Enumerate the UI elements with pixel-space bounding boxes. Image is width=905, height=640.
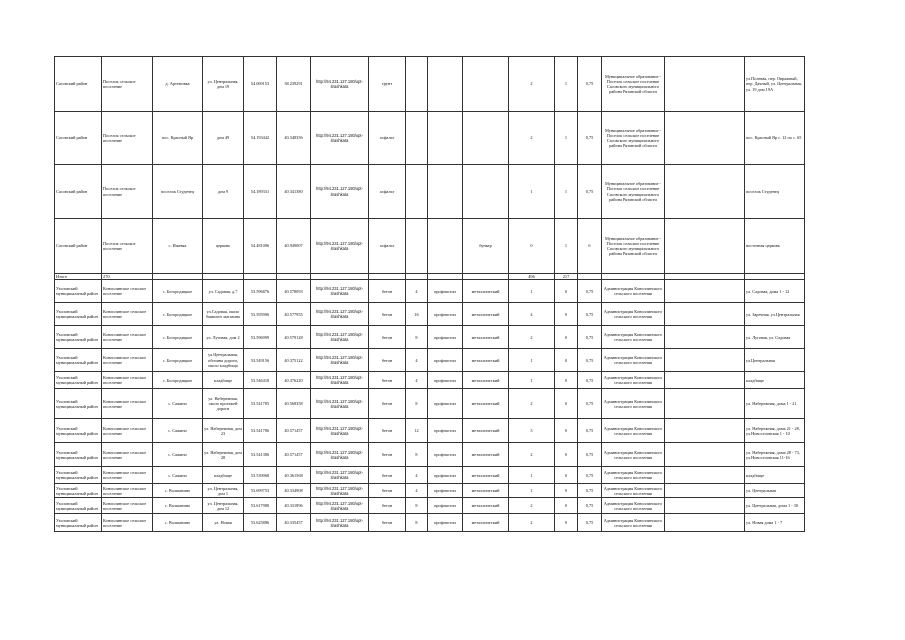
table-cell: 0,75: [578, 498, 602, 514]
table-cell: 54.069153: [244, 57, 277, 112]
table-cell: кладбище: [745, 467, 805, 484]
table-cell: [665, 326, 745, 349]
table-cell: 53.541386: [244, 443, 277, 467]
table-cell: http://94.231.127.180/opt-itrashkata: [311, 484, 369, 498]
table-cell: 0: [555, 484, 578, 498]
table-cell: 3: [509, 419, 555, 443]
table-cell: [665, 443, 745, 467]
table-cell: Ухоловский муниципальный район: [55, 280, 102, 303]
table-cell: Администрация Коноплинского сельского поселения: [602, 484, 665, 498]
table-cell: 53.541785: [244, 389, 277, 419]
table-cell: http://94.231.127.180/opt-itrashkata: [311, 303, 369, 326]
table-cell: д. Артемовка: [153, 57, 203, 112]
table-cell: поселок Студенец: [745, 165, 805, 219]
table-cell: с. Сажино: [153, 443, 203, 467]
table-cell: 54.189331: [244, 165, 277, 219]
table-cell: 0: [555, 389, 578, 419]
table-cell: 0,75: [578, 419, 602, 443]
table-cell: Ухоловский муниципальный район: [55, 484, 102, 498]
table-cell: бетон: [369, 514, 406, 532]
table-cell: Администрация Коноплинского сельского поселения: [602, 443, 665, 467]
table-cell: 0: [555, 280, 578, 303]
table-cell: ул. Новая дома 1 - 7: [745, 514, 805, 532]
table-cell: 8: [406, 389, 428, 419]
table-cell: Администрация Коноплинского сельского поселения: [602, 514, 665, 532]
table-cell: 40.376220: [277, 372, 311, 389]
table-cell: [428, 112, 463, 165]
table-row: [55, 326, 805, 349]
table-row: [55, 349, 805, 372]
table-row: [55, 303, 805, 326]
table-row: [55, 389, 805, 419]
table-cell: Коноплинское сельское поселение: [102, 484, 153, 498]
table-cell: с. Богородицкое: [153, 372, 203, 389]
table-cell: ул.Полевая, пер. Овражный, пер. Дачный, ул. Центральная, ул. 19 дом 19А: [745, 57, 805, 112]
table-cell: 40.571457: [277, 419, 311, 443]
table-cell: ул. Набережная, дом 28: [203, 443, 244, 467]
table-cell: 0: [555, 419, 578, 443]
table-cell: ул. Центральная, дом 1: [203, 484, 244, 498]
table-cell: асфальт: [369, 219, 406, 274]
table-cell: профнастил: [428, 443, 463, 467]
table-cell: бетон: [369, 280, 406, 303]
table-cell: Администрация Коноплинского сельского поселения: [602, 498, 665, 514]
table-cell: [665, 303, 745, 326]
table-cell: Ухоловский муниципальный район: [55, 303, 102, 326]
table-cell: Ухоловский муниципальный район: [55, 443, 102, 467]
table-cell: 0,75: [578, 372, 602, 389]
table-cell: 0: [555, 349, 578, 372]
table-cell: 40.334908: [277, 484, 311, 498]
table-cell: 12: [406, 419, 428, 443]
table-cell: 40.335457: [277, 514, 311, 532]
table-cell: поселок Студенец: [153, 165, 203, 219]
table-cell: ул. Центральная, дома 1 - 30: [745, 498, 805, 514]
table-cell: Поселок сельское поселение: [102, 219, 153, 274]
table-cell: 1: [555, 165, 578, 219]
table-cell: Коноплинское сельское поселение: [102, 514, 153, 532]
table-cell: 53.539068: [244, 467, 277, 484]
table-cell: ул. Луговая, дом 2: [203, 326, 244, 349]
table-cell: 4: [406, 467, 428, 484]
table-cell: Муниципальное образование - Поселок сельское поселение Сасовского муниципального района Рязанской области: [602, 112, 665, 165]
table-cell: 4: [406, 349, 428, 372]
table-cell: асфальт: [369, 112, 406, 165]
table-cell: с. Богородицкое: [153, 303, 203, 326]
table-cell: Администрация Коноплинского сельского поселения: [602, 389, 665, 419]
table-cell: [665, 219, 745, 274]
table-cell: Администрация Коноплинского сельского поселения: [602, 280, 665, 303]
table-cell: Сасовский район: [55, 112, 102, 165]
table-cell: 53.625886: [244, 514, 277, 532]
table-cell: дом 9: [203, 165, 244, 219]
table-cell: 217: [555, 274, 578, 280]
table-cell: 40.579128: [277, 326, 311, 349]
table-cell: с. Сажино: [153, 419, 203, 443]
table-cell: Коноплинское сельское поселение: [102, 280, 153, 303]
table-cell: Администрация Коноплинского сельского поселения: [602, 349, 665, 372]
table-row: [55, 467, 805, 484]
table-cell: 2: [509, 389, 555, 419]
table-cell: ул. Набережная, дома 21 - 28, ул.Новоселовская 1 - 10: [745, 419, 805, 443]
table-cell: Администрация Коноплинского сельского поселения: [602, 372, 665, 389]
table-row: [55, 165, 805, 219]
table-cell: с. Волшанино: [153, 514, 203, 532]
table-cell: http://94.231.127.180/opt-itrashkata: [311, 165, 369, 219]
table-cell: Администрация Коноплинского сельского поселения: [602, 326, 665, 349]
table-cell: 40.331896: [277, 498, 311, 514]
table-cell: http://94.231.127.180/opt-itrashkata: [311, 389, 369, 419]
table-cell: 0,75: [578, 349, 602, 372]
table-cell: 53.699753: [244, 484, 277, 498]
table-cell: ул.Центральная, обочина дороги, около кладбища: [203, 349, 244, 372]
table-cell: [665, 349, 745, 372]
table-cell: Коноплинское сельское поселение: [102, 419, 153, 443]
table-cell: 0: [555, 467, 578, 484]
table-cell: 40.568358: [277, 389, 311, 419]
table-cell: Ухоловский муниципальный район: [55, 419, 102, 443]
table-cell: бетон: [369, 467, 406, 484]
table-cell: 53.595906: [244, 303, 277, 326]
table-cell: Ухоловский муниципальный район: [55, 389, 102, 419]
table-cell: 1: [509, 165, 555, 219]
table-cell: с. Волшанино: [153, 484, 203, 498]
table-cell: Итого: [55, 274, 102, 280]
table-cell: 1: [509, 484, 555, 498]
table-row: [55, 498, 805, 514]
table-cell: 8: [406, 443, 428, 467]
table-cell: Коноплинское сельское поселение: [102, 498, 153, 514]
table-cell: [406, 112, 428, 165]
table-cell: http://94.231.127.180/opt-itrashkata: [311, 498, 369, 514]
table-cell: ул. Садовая, д.7: [203, 280, 244, 303]
table-cell: Коноплинское сельское поселение: [102, 303, 153, 326]
table-cell: 40.571457: [277, 443, 311, 467]
table-cell: 16: [406, 303, 428, 326]
table-cell: с. Богородицкое: [153, 280, 203, 303]
table-row: [55, 219, 805, 274]
table-cell: профнастил: [428, 303, 463, 326]
table-cell: 8: [406, 326, 428, 349]
table-cell: Ухоловский муниципальный район: [55, 467, 102, 484]
table-cell: 1: [555, 57, 578, 112]
table-cell: Коноплинское сельское поселение: [102, 443, 153, 467]
table-cell: 496: [509, 274, 555, 280]
table-cell: металлический: [463, 326, 509, 349]
table-cell: металлический: [463, 303, 509, 326]
table-cell: Ухоловский муниципальный район: [55, 326, 102, 349]
table-row: [55, 419, 805, 443]
table-cell: с. Сажино: [153, 467, 203, 484]
table-cell: металлический: [463, 498, 509, 514]
table-cell: http://94.231.127.180/opt-itrashkata: [311, 280, 369, 303]
table-cell: http://94.231.127.180/opt-itrashkata: [311, 514, 369, 532]
table-cell: профнастил: [428, 326, 463, 349]
table-cell: [665, 165, 745, 219]
table-cell: Коноплинское сельское поселение: [102, 389, 153, 419]
table-cell: пос. Красный Яр с. 12 по с. 65: [745, 112, 805, 165]
table-cell: 0,75: [578, 326, 602, 349]
table-cell: профнастил: [428, 349, 463, 372]
table-row: [55, 514, 805, 532]
table-cell: 0: [555, 443, 578, 467]
table-cell: [406, 219, 428, 274]
table-cell: с. Сажино: [153, 389, 203, 419]
table-cell: 2: [509, 514, 555, 532]
table-cell: 2: [509, 57, 555, 112]
table-cell: грунт: [369, 57, 406, 112]
table-cell: 1: [555, 112, 578, 165]
table-cell: ул. Набережная, около проезжей дороги: [203, 389, 244, 419]
table-cell: 53.596999: [244, 326, 277, 349]
table-cell: ул. Набережная, дома 1 - 21: [745, 389, 805, 419]
table-cell: [665, 280, 745, 303]
table-cell: 8: [406, 514, 428, 532]
table-cell: [428, 165, 463, 219]
table-cell: с. Волшанино: [153, 498, 203, 514]
table-cell: металлический: [463, 484, 509, 498]
table-cell: 53.617988: [244, 498, 277, 514]
table-cell: Администрация Коноплинского сельского поселения: [602, 467, 665, 484]
table-cell: [665, 484, 745, 498]
table-cell: 54.481006: [244, 219, 277, 274]
table-cell: 1: [509, 349, 555, 372]
table-cell: ул.Садовая, около бывшего магазина: [203, 303, 244, 326]
table-cell: с. Богородицкое: [153, 349, 203, 372]
table-cell: металлический: [463, 467, 509, 484]
table-cell: Поселок сельское поселение: [102, 112, 153, 165]
table-cell: бункер: [463, 219, 509, 274]
table-cell: [665, 467, 745, 484]
table-cell: ул. Садовая, дома 1 - 12: [745, 280, 805, 303]
table-cell: металлический: [463, 443, 509, 467]
table-cell: профнастил: [428, 372, 463, 389]
table-cell: 0,75: [578, 280, 602, 303]
table-row: [55, 57, 805, 112]
table-cell: Коноплинское сельское поселение: [102, 349, 153, 372]
table-cell: 40.375122: [277, 349, 311, 372]
table-cell: Коноплинское сельское поселение: [102, 467, 153, 484]
table-row: [55, 112, 805, 165]
table-cell: бетон: [369, 498, 406, 514]
table-cell: 0,75: [578, 389, 602, 419]
table-cell: [463, 57, 509, 112]
table-cell: Муниципальное образование - Поселок сельское поселение Сасовского муниципального района Рязанской области: [602, 219, 665, 274]
table-cell: http://94.231.127.180/opt-itrashkata: [311, 467, 369, 484]
table-cell: [665, 498, 745, 514]
table-cell: профнастил: [428, 498, 463, 514]
table-cell: [428, 219, 463, 274]
table-cell: [665, 389, 745, 419]
table-cell: 4: [406, 280, 428, 303]
table-cell: бетон: [369, 303, 406, 326]
table-row: [55, 372, 805, 389]
table-cell: дом 49: [203, 112, 244, 165]
table-cell: 0,75: [578, 443, 602, 467]
table-cell: ул. Центральная, дом 12: [203, 498, 244, 514]
table-cell: бетон: [369, 443, 406, 467]
table-cell: 2: [509, 112, 555, 165]
table-cell: 53.596876: [244, 280, 277, 303]
table-cell: Поселок сельское поселение: [102, 57, 153, 112]
table-cell: 0: [555, 326, 578, 349]
table-cell: ул. Луговая, ул. Садовая: [745, 326, 805, 349]
table-cell: ул. Набережная, дом 23: [203, 419, 244, 443]
table-cell: бетон: [369, 389, 406, 419]
table-cell: 0,75: [578, 303, 602, 326]
table-cell: 40.341380: [277, 165, 311, 219]
table-cell: 0: [555, 514, 578, 532]
table-row: [55, 443, 805, 467]
table-cell: Ухоловский муниципальный район: [55, 498, 102, 514]
table-cell: 2: [509, 498, 555, 514]
table-cell: Сасовский район: [55, 165, 102, 219]
table-cell: металлический: [463, 419, 509, 443]
table-cell: Сасовский район: [55, 219, 102, 274]
table-cell: 8: [406, 498, 428, 514]
table-cell: 4: [406, 372, 428, 389]
table-cell: Коноплинское сельское поселение: [102, 372, 153, 389]
table-cell: ул. Набережная, дома 28 - 73, ул.Новоселовская 11-16: [745, 443, 805, 467]
table-cell: [428, 57, 463, 112]
table-cell: с. Богородицкое: [153, 326, 203, 349]
table-cell: http://94.231.127.180/opt-itrashkata: [311, 57, 369, 112]
table-cell: 0,75: [578, 467, 602, 484]
table-cell: 0: [509, 219, 555, 274]
table-cell: церковь: [203, 219, 244, 274]
table-cell: пос. Красный Яр: [153, 112, 203, 165]
table-cell: профнастил: [428, 280, 463, 303]
table-cell: с. Ижевка: [153, 219, 203, 274]
table-cell: профнастил: [428, 467, 463, 484]
table-cell: бетон: [369, 372, 406, 389]
table-cell: металлический: [463, 280, 509, 303]
table-cell: металлический: [463, 514, 509, 532]
table-cell: бетон: [369, 349, 406, 372]
table-cell: http://94.231.127.180/opt-itrashkata: [311, 419, 369, 443]
table-cell: [665, 419, 745, 443]
table-cell: 40.361568: [277, 467, 311, 484]
table-cell: 54.193442: [244, 112, 277, 165]
table-cell: 40.577955: [277, 303, 311, 326]
table-cell: Администрация Коноплинского сельского поселения: [602, 419, 665, 443]
table-cell: 0,75: [578, 484, 602, 498]
table-cell: 40.949007: [277, 219, 311, 274]
table-cell: [463, 165, 509, 219]
table-cell: http://94.231.127.180/opt-itrashkata: [311, 372, 369, 389]
table-cell: 38.239291: [277, 57, 311, 112]
table-cell: профнастил: [428, 419, 463, 443]
table-cell: 0: [555, 303, 578, 326]
table-cell: ул. Центральная, дом 19: [203, 57, 244, 112]
table-cell: [665, 112, 745, 165]
table-cell: 40.578093: [277, 280, 311, 303]
table-cell: [406, 165, 428, 219]
table-cell: 40.348356: [277, 112, 311, 165]
table-cell: Ухоловский муниципальный район: [55, 514, 102, 532]
table-cell: металлический: [463, 349, 509, 372]
table-cell: Муниципальное образование - Поселок сельское поселение Сасовского муниципального района Рязанской области: [602, 165, 665, 219]
table-cell: восточная церковь: [745, 219, 805, 274]
table-cell: ул.Центральная: [745, 349, 805, 372]
table-cell: [665, 57, 745, 112]
table-cell: 53.541786: [244, 419, 277, 443]
table-cell: Муниципальное образование - Поселок сельское поселение Сасовского муниципального района Рязанской области: [602, 57, 665, 112]
table-cell: [463, 112, 509, 165]
table-cell: профнастил: [428, 484, 463, 498]
table-cell: 1: [509, 467, 555, 484]
table-cell: профнастил: [428, 514, 463, 532]
table-cell: 53.546418: [244, 372, 277, 389]
table-cell: 1: [509, 372, 555, 389]
table-cell: [665, 514, 745, 532]
table-cell: металлический: [463, 372, 509, 389]
table-cell: бетон: [369, 326, 406, 349]
table-cell: http://94.231.127.180/opt-itrashkata: [311, 349, 369, 372]
table-cell: 0: [555, 372, 578, 389]
table-cell: [406, 57, 428, 112]
registry-table: [54, 56, 805, 532]
table-cell: 2: [509, 443, 555, 467]
table-cell: 0,75: [578, 165, 602, 219]
table-cell: бетон: [369, 484, 406, 498]
table-cell: 53.549156: [244, 349, 277, 372]
table-cell: http://94.231.127.180/opt-itrashkata: [311, 112, 369, 165]
table-cell: Администрация Коноплинского сельского поселения: [602, 303, 665, 326]
table-cell: 0,75: [578, 57, 602, 112]
table-cell: 6: [578, 219, 602, 274]
table-cell: Сасовский район: [55, 57, 102, 112]
table-cell: асфальт: [369, 165, 406, 219]
table-cell: ул. Новая: [203, 514, 244, 532]
table-cell: бетон: [369, 419, 406, 443]
table-cell: 0,75: [578, 514, 602, 532]
table-cell: http://94.231.127.180/opt-itrashkata: [311, 326, 369, 349]
table-cell: кладбище: [745, 372, 805, 389]
table-cell: 2: [509, 326, 555, 349]
table-cell: Ухоловский муниципальный район: [55, 349, 102, 372]
table-cell: кладбище: [203, 372, 244, 389]
table-cell: ул. Заречная, ул.Центральная: [745, 303, 805, 326]
table-cell: 270: [102, 274, 153, 280]
table-cell: 4: [406, 484, 428, 498]
table-row: [55, 484, 805, 498]
table-cell: http://94.231.127.180/opt-itrashkata: [311, 219, 369, 274]
table-cell: ул. Центральная: [745, 484, 805, 498]
table-cell: 4: [509, 303, 555, 326]
table-cell: 1: [555, 219, 578, 274]
table-cell: металлический: [463, 389, 509, 419]
table-cell: кладбище: [203, 467, 244, 484]
table-cell: 1: [509, 280, 555, 303]
table-cell: профнастил: [428, 389, 463, 419]
table-cell: http://94.231.127.180/opt-itrashkata: [311, 443, 369, 467]
table-cell: Коноплинское сельское поселение: [102, 326, 153, 349]
table-cell: 0: [555, 498, 578, 514]
table-row: [55, 280, 805, 303]
table-cell: Поселок сельское поселение: [102, 165, 153, 219]
table-cell: [665, 372, 745, 389]
table-cell: 0,75: [578, 112, 602, 165]
table-cell: Ухоловский муниципальный район: [55, 372, 102, 389]
